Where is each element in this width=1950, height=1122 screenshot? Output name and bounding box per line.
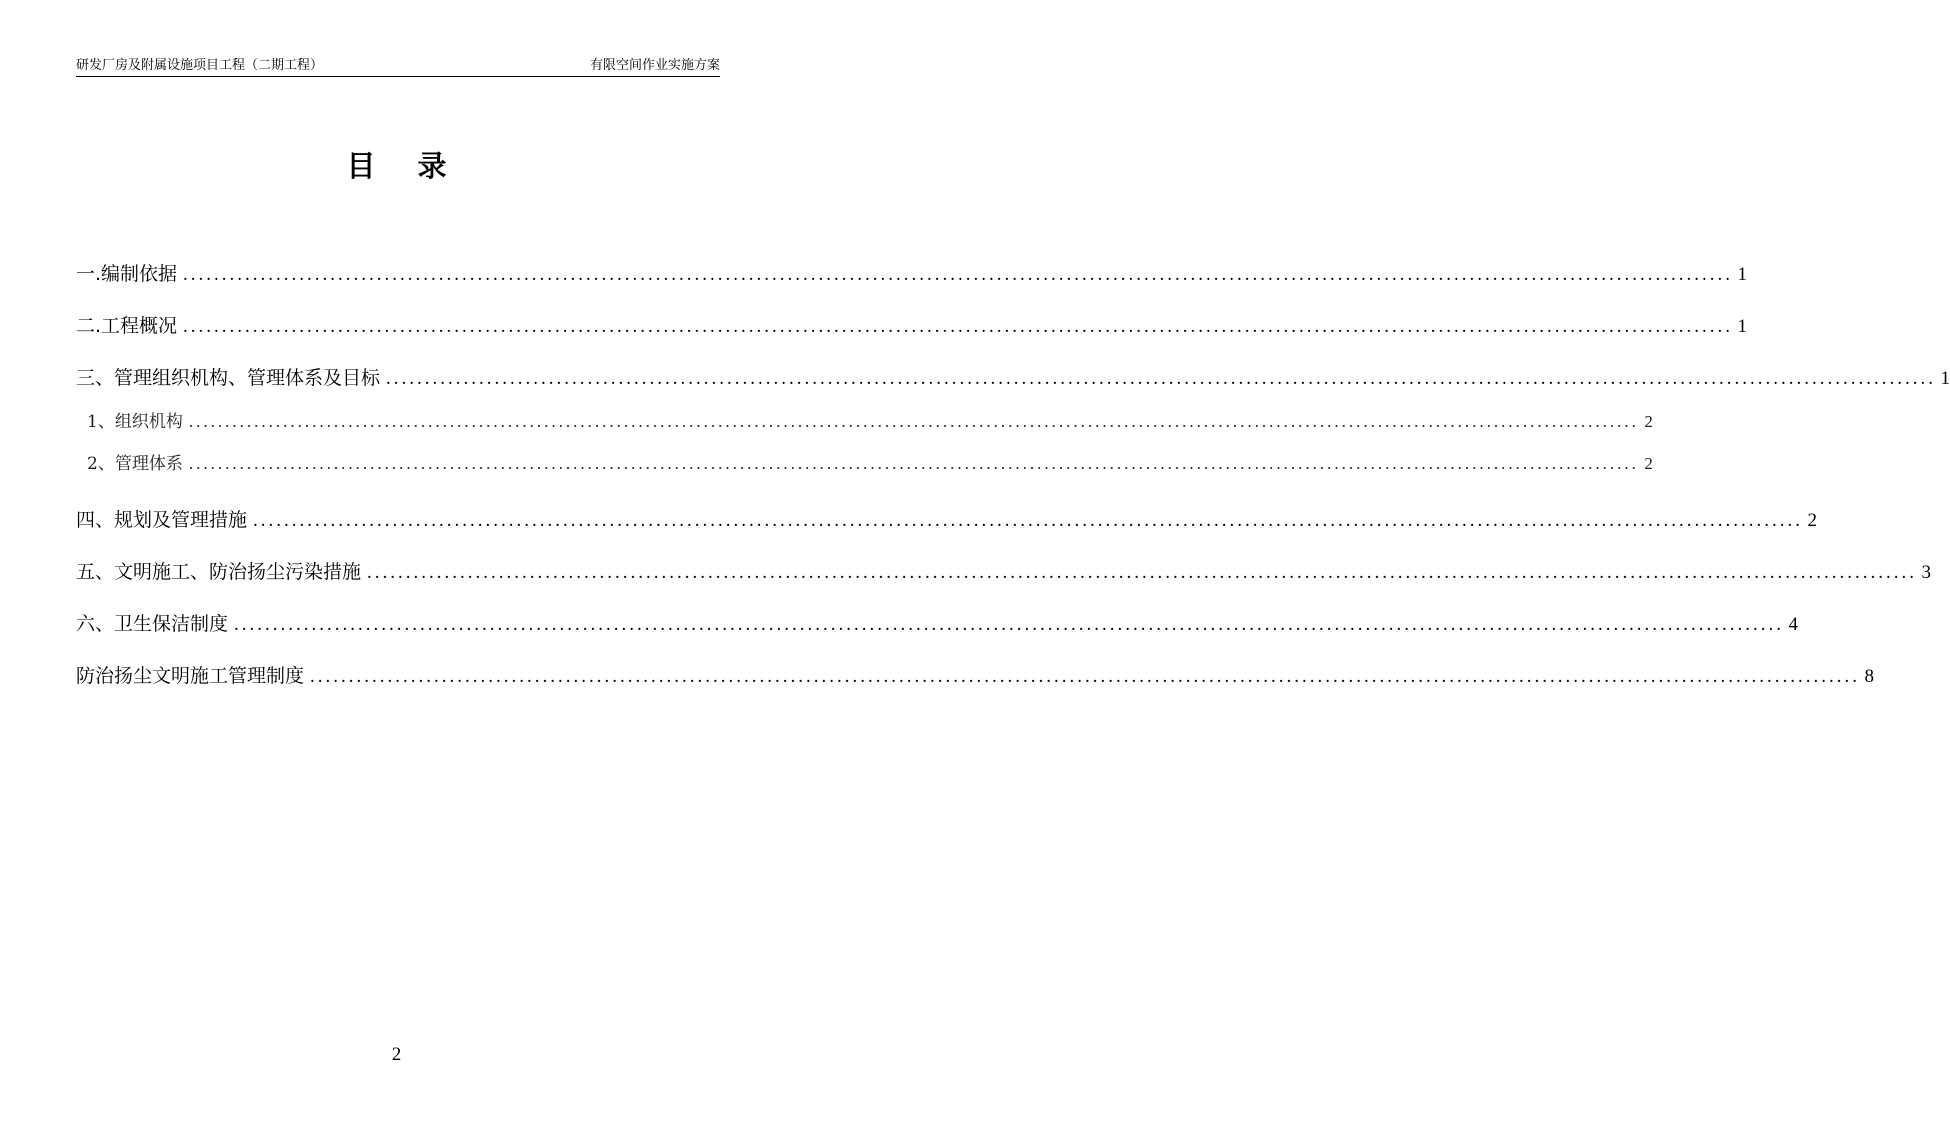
toc-leader-dots: ........................................................................................................................................................................................................ — [310, 666, 1861, 687]
toc-leader-dots: ........................................................................................................................................................................................................ — [367, 562, 1918, 583]
header-document-name: 有限空间作业实施方案 — [589, 58, 720, 73]
toc-entry-label: 三、管理组织机构、管理体系及目标 — [76, 367, 381, 389]
toc-entry-label: 二.工程概况 — [76, 315, 178, 337]
toc-leader-dots: ........................................................................................................................................................................................................ — [188, 412, 1639, 431]
toc-entry-page: 1 — [1737, 316, 1748, 337]
toc-leader-dots: ........................................................................................................................................................................................................ — [188, 454, 1639, 473]
toc-entry-label: 六、卫生保洁制度 — [76, 613, 229, 635]
toc-entry[interactable] — [76, 365, 1950, 392]
toc-subentry[interactable] — [76, 410, 1653, 434]
toc-subentry[interactable] — [76, 452, 1653, 476]
toc-entry-label: 五、文明施工、防治扬尘污染措施 — [76, 561, 362, 583]
toc-entry-page: 2 — [1644, 454, 1653, 473]
toc-entry-label: 防治扬尘文明施工管理制度 — [76, 665, 305, 687]
toc-entry[interactable] — [76, 611, 1799, 638]
toc-entry[interactable] — [76, 507, 1818, 534]
toc-entry-page: 2 — [1644, 412, 1653, 431]
toc-entry[interactable] — [76, 559, 1932, 586]
toc-leader-dots: ........................................................................................................................................................................................................ — [386, 368, 1937, 389]
toc-entry[interactable] — [76, 313, 1748, 340]
toc-entry-page: 2 — [1807, 510, 1818, 531]
toc-entry-label: 1、组织机构 — [87, 412, 183, 432]
toc-leader-dots: ........................................................................................................................................................................................................ — [183, 316, 1734, 337]
toc-leader-dots: ........................................................................................................................................................................................................ — [234, 614, 1785, 635]
toc-entry-page: 1 — [1940, 368, 1950, 389]
header-project-name: 研发厂房及附属设施项目工程（二期工程） — [76, 58, 324, 73]
toc-entry-page: 1 — [1737, 264, 1748, 285]
toc-title-char-1: 目 — [346, 149, 376, 183]
page-number: 2 — [391, 1044, 402, 1065]
toc-title-char-2: 录 — [417, 149, 447, 183]
toc-entry[interactable] — [76, 261, 1748, 288]
table-of-contents — [76, 0, 1950, 1000]
toc-entry-label: 一.编制依据 — [76, 263, 178, 285]
toc-entry-page: 4 — [1788, 614, 1799, 635]
toc-entry-page: 3 — [1921, 562, 1932, 583]
toc-leader-dots: ........................................................................................................................................................................................................ — [183, 264, 1734, 285]
toc-entry[interactable] — [76, 663, 1875, 690]
toc-entry-label: 2、管理体系 — [87, 454, 183, 474]
toc-entry-page: 8 — [1864, 666, 1875, 687]
toc-entry-label: 四、规划及管理措施 — [76, 509, 248, 531]
toc-leader-dots: ........................................................................................................................................................................................................ — [253, 510, 1804, 531]
